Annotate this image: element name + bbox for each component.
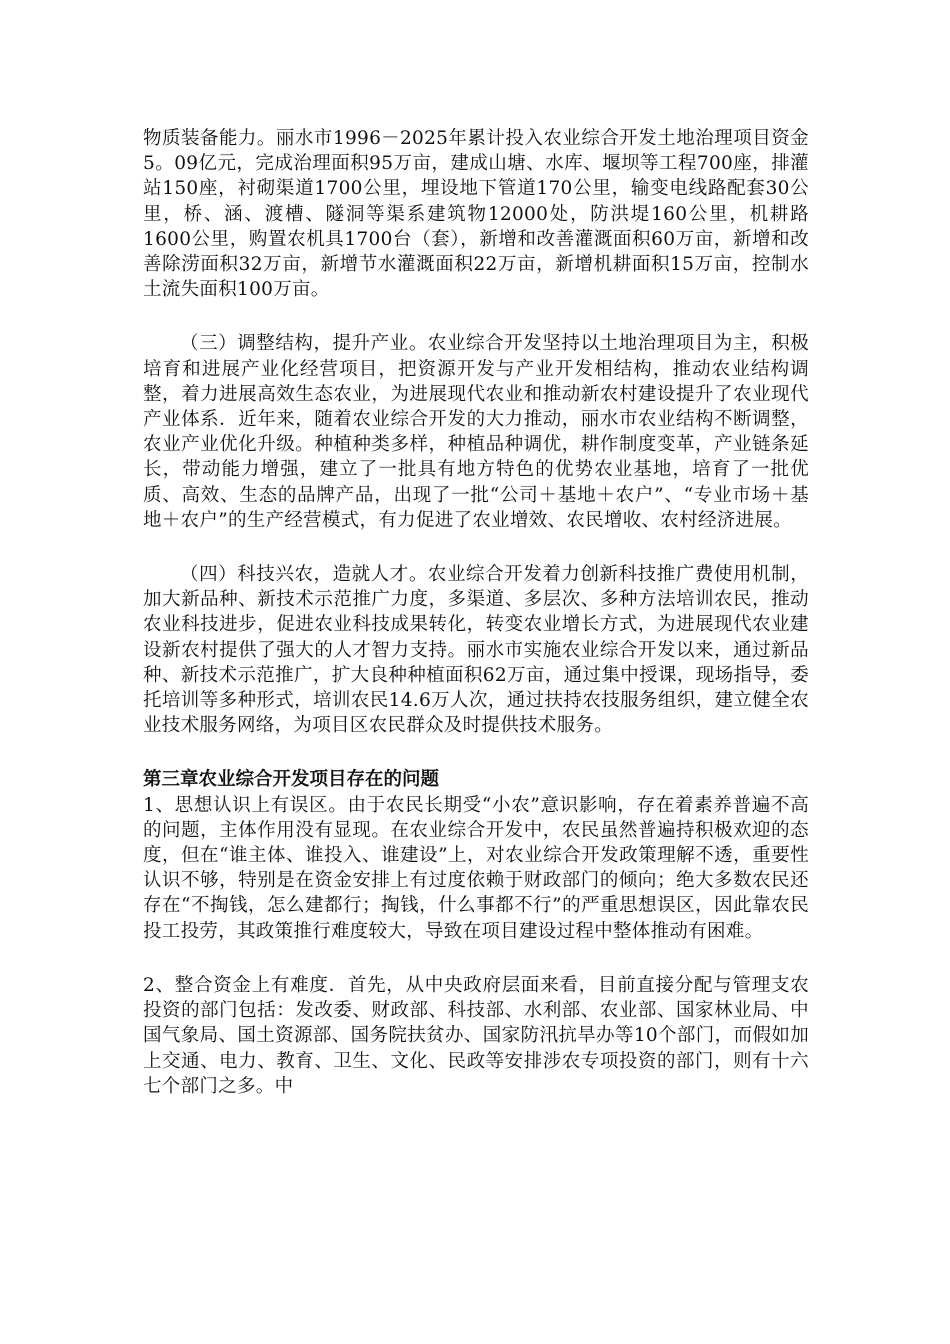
paragraph-funding-integration: 2、整合资金上有难度．首先，从中央政府层面来看，目前直接分配与管理支农投资的部门包括：发改委、财政部、科技部、水利部、农业部、国家林业局、中国气象局、国土资源部、国务院扶贫办、国家防汛抗旱办等10个部门，而假如加上交通、电力、教育、卫生、文化、民政等安排涉农专项投资的部门，则有十六七个部门之多。中 [143,974,809,1097]
paragraph-spacer [143,302,809,331]
document-page [143,126,809,1099]
chapter-heading: 第三章农业综合开发项目存在的问题 [143,769,440,791]
paragraph-equipment-capacity: 物质装备能力。丽水市1996－2025年累计投入农业综合开发土地治理项目资金5。09亿元，完成治理面积95万亩，建成山塘、水库、堰坝等工程700座，排灌站150座，衬砌渠道1700公里，埋设地下管道170公里，输变电线路配套30公里，桥、涵、渡槽、隧洞等渠系建筑物12000处，防洪堤160公里，机耕路1600公里，购置农机具1700台（套），新增和改善灌溉面积60万亩，新增和改善除涝面积32万亩，新增节水灌溉面积22万亩，新增机耕面积15万亩，控制水土流失面积100万亩。 [143,128,809,301]
paragraph-technology-talent: （四）科技兴农，造就人才。农业综合开发着力创新科技推广费使用机制，加大新品种、新技术示范推广力度，多渠道、多层次、多种方法培训农民，推动农业科技进步，促进农业科技成果转化，转变农业增长方式，为进展现代农业建设新农村提供了强大的人才智力支持。丽水市实施农业综合开发以来，通过新品种、新技术示范推广，扩大良种种植面积62万亩，通过集中授课，现场指导，委托培训等多种形式，培训农民14.6万人次，通过扶持农技服务组织，建立健全农业技术服务网络，为项目区农民群众及时提供技术服务。 [143,564,809,737]
paragraph-spacer [143,533,809,562]
paragraph-spacer [143,738,809,767]
paragraph-awareness-issue: 1、思想认识上有误区。由于农民长期受“小农”意识影响，存在着素养普遍不高的问题，主体作用没有显现。在农业综合开发中，农民虽然普遍持积极欢迎的态度，但在“谁主体、谁投入、谁建设”上，对农业综合开发政策理解不透，重要性认识不够，特别是在资金安排上有过度依赖于财政部门的倾向；绝大多数农民还存在“不掏钱，怎么建都行；掏钱，什么事都不行”的严重思想误区，因此靠农民投工投劳，其政策推行难度较大，导致在项目建设过程中整体推动有困难。 [143,794,809,942]
paragraph-adjust-structure: （三）调整结构，提升产业。农业综合开发坚持以土地治理项目为主，积极培育和进展产业化经营项目，把资源开发与产业开发相结构，推动农业结构调整，着力进展高效生态农业，为进展现代农业和推动新农村建设提升了农业现代产业体系．近年来，随着农业综合开发的大力推动，丽水市农业结构不断调整，农业产业优化升级。种植种类多样，种植品种调优，耕作制度变革，产业链条延长，带动能力增强，建立了一批具有地方特色的优势农业基地，培育了一批优质、高效、生态的品牌产品，出现了一批“公司＋基地＋农户”、“专业市场＋基地＋农户”的生产经营模式，有力促进了农业增效、农民增收、农村经济进展。 [143,333,809,531]
paragraph-spacer [143,944,809,973]
